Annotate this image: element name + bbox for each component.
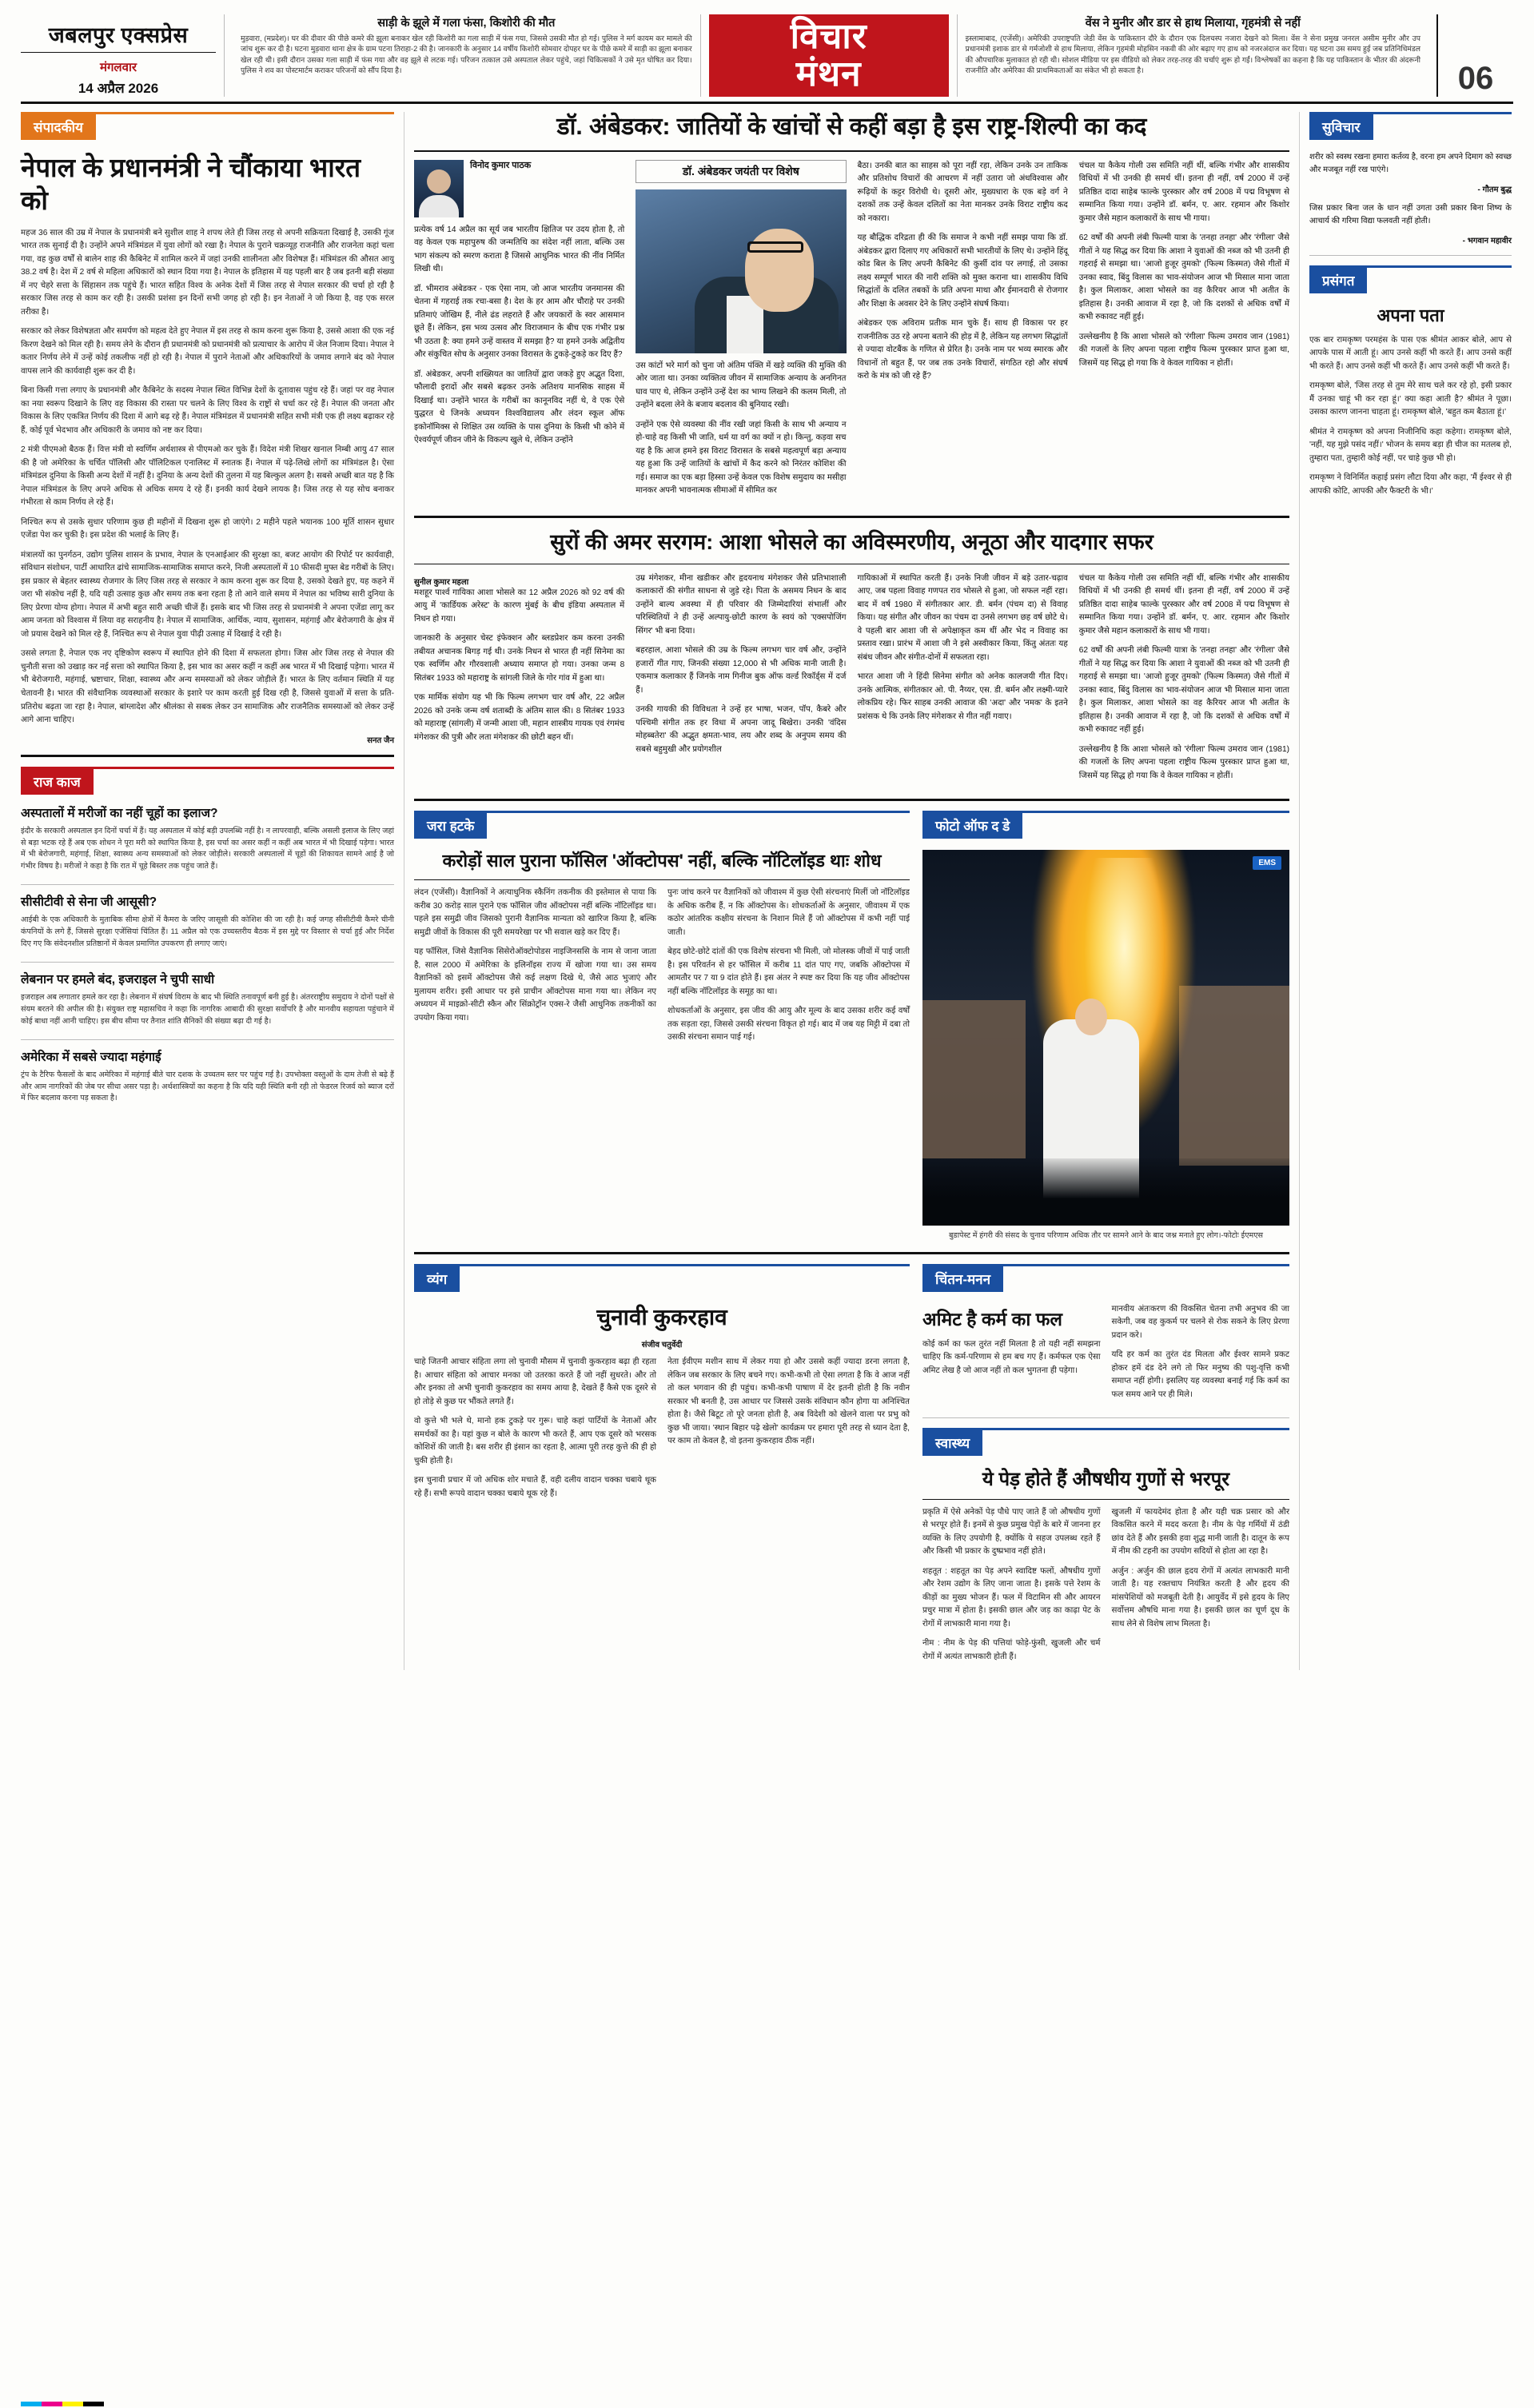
divider bbox=[1309, 255, 1512, 256]
section-label-rajkaj: राज काज bbox=[21, 769, 94, 795]
photo-building-left bbox=[922, 1000, 1026, 1158]
lead-column-3 bbox=[858, 160, 1068, 504]
swasthya-para: अर्जुन : अर्जुन की छाल हृदय रोगों में अत्यंत लाभकारी मानी जाती है। यह रक्तचाप नियंत्रित करती है और हृदय की मांसपेशियों को मजबूती देती है। आयुर्वेद में इसे हृदय के लिए सर्वोत्तम औषधि माना गया है। इसकी छाल का चूर्ण दूध के साथ लेने से विशेष लाभ मिलता है। bbox=[1111, 1566, 1289, 1629]
rajkaj-item-text: इंदौर के सरकारी अस्पताल इन दिनों चर्चा में हैं। यह अस्पताल में कोई बड़ी उपलब्धि नहीं है। न लापरवाही, बल्कि असली इलाज के लिए जहां से बड़ा भटक रहे हैं अब एक शोधन ने पूरा मरी को स्थापित किया है, इस चर्चा का असर कहीं न कहीं अब भारत में भी दिखाई पड़ेगा। भारत में भी बेरोजगारी, महंगाई, शिक्षा, स्वास्थ्य अन्य समस्याओं को लेकर जोड़ीले। सरकारी अस्पतालों में चूहों की शिकायत सामने आई है जो गंभीर विषय है। मरीजों ने कहा है कि रात में चूहे बिस्तर तक पहुंच जाते हैं। bbox=[21, 826, 394, 871]
cmyk-yellow bbox=[62, 2402, 83, 2406]
story2-para: मशहूर पार्श्व गायिका आशा भोसले का 12 अप्रैल 2026 को 92 वर्ष की आयु में 'कार्डियक अरेस्ट' के कारण मुंबई के बीच इंडिया अस्पताल में निधन हो गया। bbox=[414, 588, 625, 624]
chintan-headline: अमिट है कर्म का फल bbox=[922, 1308, 1063, 1330]
vyang-header bbox=[414, 1264, 910, 1298]
brief-right-heading: वेंस ने मुनीर और डार से हाथ मिलाया, गृहमंत्री से नहीं bbox=[1085, 17, 1301, 30]
fossil-column-2 bbox=[667, 887, 910, 1051]
section-label-prasang: प्रसंगत bbox=[1309, 268, 1367, 293]
quote-block bbox=[1309, 151, 1512, 245]
editorial-byline: सनत जैन bbox=[367, 736, 394, 745]
masthead-date: 14 अप्रैल 2026 bbox=[78, 81, 159, 96]
rajkaj-item-text: ट्रंप के टैरिफ फैसलों के बाद अमेरिका में महंगाई बीते चार दशक के उच्चतम स्तर पर पहुंच गई है। उपभोक्ता वस्तुओं के दाम तेजी से बढ़े हैं और आम नागरिकों की जेब पर सीधा असर पड़ा है। अर्थशास्त्रियों का कहना है कि यदि यही स्थिति बनी रही तो फेडरल रिजर्व को ब्याज दरों में फिर बदलाव करना पड़ सकता है। bbox=[21, 1070, 394, 1103]
lead-tagline: डॉ. अंबेडकर जयंती पर विशेष bbox=[636, 160, 846, 183]
quote-text: शरीर को स्वस्थ रखना हमारा कर्तव्य है, वरना हम अपने दिमाग को स्वच्छ और मजबूत नहीं रख पाएंगे। bbox=[1309, 153, 1512, 174]
list-item bbox=[21, 806, 394, 874]
story2-para: 62 वर्षों की अपनी लंबी फिल्मी यात्रा के 'तनहा तनहा' और 'रंगीला' जैसे गीतों ने यह सिद्ध कर दिया कि आशा ने युवाओं की नब्ज को भी उतनी ही गहराई से समझा था। 'आजो हुजूर तुमको' (फिल्म किस्मत) जैसे गीतों में उनका स्वाद, बिंदु विलास का भाव-संयोजन आज भी मिसाल माना जाता है। कुल मिलाकर, आशा भोसले का वह कैरियर आज भी अतीत के इतिहास है। उनकी आवाज में रहा है, जो कि दशकों से अधिक वर्षों में कभी रुकावट नहीं हुई। bbox=[1078, 646, 1289, 735]
page-content bbox=[21, 112, 1513, 1670]
lead-column-2 bbox=[636, 160, 846, 504]
rajkaj-item-text: इजराइल अब लगातार हमले कर रहा है। लेबनान में संघर्ष विराम के बाद भी स्थिति तनावपूर्ण बनी हुई है। अंतरराष्ट्रीय समुदाय ने दोनों पक्षों से संयम बरतने की अपील की है। संयुक्त राष्ट्र महासचिव ने कहा कि नागरिक आबादी की सुरक्षा सर्वोपरि है और मानवीय सहायता पहुंचाने में कोई बाधा नहीं आनी चाहिए। इस बीच सीमा पर तैनात शांति सैनिकों की संख्या बढ़ा दी गई है। bbox=[21, 992, 394, 1026]
swasthya-column-1 bbox=[922, 1506, 1101, 1671]
pod-header bbox=[922, 811, 1289, 845]
swasthya-column-2 bbox=[1112, 1506, 1290, 1671]
vyang-para: चाहे जितनी आचार संहिता लगा लो चुनावी मौसम में चुनावी कुकरहाव बढ़ा ही रहता है। आचार संहिता को आचार मनका जो उतरका करते हैं जो नहीं सुधरते। और तो और इनका तो अभी चुनावी कुकरहाव का समय आया है, देखते हैं कैसे एक दूसरे से हो तोड़े से कुछ पर भौंकते लगते हैं। bbox=[414, 1357, 656, 1406]
prasang-headline: अपना पता bbox=[1377, 305, 1444, 325]
lead-column-4 bbox=[1079, 160, 1289, 504]
story2-article bbox=[414, 572, 1289, 790]
column-right bbox=[1300, 112, 1512, 1670]
swasthya-para: प्रकृति में ऐसे अनेकों पेड़ पौधे पाए जाते हैं जो औषधीय गुणों से भरपूर होते हैं। इनमें से कुछ प्रमुख पेड़ों के बारे में जानना हर व्यक्ति के लिए उपयोगी है, क्योंकि ये सहज उपलब्ध रहते हैं और किसी भी प्रकार के दुष्प्रभाव नहीं होते। bbox=[922, 1507, 1101, 1557]
lead-para: अंबेडकर एक अविराम प्रतीक मान चुके हैं। साथ ही विकास पर हर राजनीतिक उठ रहे अपना बताने की होड़ में है, लेकिन यह लगभग सिद्धांतों से ज्यादा वोटबैंक के गणित से प्रेरित है। उनके नाम पर भव्य स्मारक और विधानों तो बहुत हैं, पर जब तक उनके विचारों, संगठित रहो और संघर्ष करो के मंत्र को जी रहे हैं? bbox=[857, 319, 1068, 381]
fossil-para: लंदन (एजेंसी)। वैज्ञानिकों ने अत्याधुनिक स्कैनिंग तकनीक की इस्तेमाल से पाया कि करीब 30 करोड़ साल पुराने एक फॉसिल जीव ऑक्टोपस नहीं बल्कि नॉटिलॉइड था। पहले इस समुद्री जीव जिसको पुरानी वैज्ञानिक मान्यता को खारिज किया है, बल्कि समुद्री जीवों के विकास की पूरी समयरेखा पर भी सवाल खड़े कर दिए हैं। bbox=[414, 887, 656, 937]
divider bbox=[414, 799, 1289, 801]
prasang-para: एक बार रामकृष्ण परमहंस के पास एक श्रीमंत आकर बोले, आप से आपके पास में आती हूं। आप उनसे कहीं भी करते हैं। आप उनसे कहीं भी करते हैं। आप उनसे कहीं भी करते हैं। आप उनसे कहीं भी करते हैं। bbox=[1309, 335, 1512, 371]
section-title-line1: विचार bbox=[790, 17, 867, 57]
swasthya-para: नीम : नीम के पेड़ की पत्तियां फोड़े-फुंसी, खुजली और चर्म रोगों में अत्यंत लाभकारी होती हैं। bbox=[922, 1639, 1101, 1661]
author-block bbox=[414, 160, 624, 217]
lead-para: यह बौद्धिक दरिद्रता ही की कि समाज ने कभी नहीं समझ पाया कि डॉ. अंबेडकर द्वारा दिलाए गए अधिकारों सभी भारतीयों के लिए थे। उन्होंने हिंदू कोड बिल के लिए अपनी कैबिनेट की कुर्सी दांव पर लगाई, तो उसका लक्ष्य सम्पूर्ण भारत की नारी शक्ति को मुक्त कराना था। शासकीय विधि सिद्धांतों के दलित तबकों के प्रति अपना माथा और ईमानदारी से रोजगार और शिक्षा के अवसर देने के लिए उन्होंने संघर्ष किया। bbox=[857, 233, 1068, 309]
fossil-column-1 bbox=[414, 887, 656, 1051]
section-title-line2: मंथन bbox=[795, 54, 862, 94]
photo-building-right bbox=[1179, 986, 1289, 1166]
story2-column-4 bbox=[1079, 572, 1289, 790]
lower-block bbox=[414, 811, 1289, 1242]
chintan-column-1 bbox=[922, 1303, 1101, 1409]
rajkaj-item-text: आईबी के एक अधिकारी के मुताबिक सीमा क्षेत्रों में कैमरा के जरिए जासूसी की कोशिश की जा रही है। कई जगह सीसीटीवी कैमरे चीनी कंपनियों के लगे हैं, जिससे सुरक्षा एजेंसियां चिंतित हैं। 11 अप्रैल को एक उच्चस्तरीय बैठक में इस मुद्दे पर विस्तार से चर्चा हुई और निर्देश दिए गए कि संवेदनशील प्रतिष्ठानों में केवल प्रमाणित उपकरण ही लगाए जाएं। bbox=[21, 915, 394, 948]
swasthya-para: शहतूत : शहतूत का पेड़ अपने स्वादिष्ट फलों, औषधीय गुणों और रेशम उद्योग के लिए जाना जाता है। इसके पत्ते रेशम के कीड़ों का मुख्य भोजन हैं। फल में विटामिन सी और आयरन प्रचुर मात्रा में होता है। इसकी छाल और जड़ का काढ़ा पेट के रोगों में लाभकारी माना गया है। bbox=[922, 1566, 1101, 1629]
fossil-para: बेहद छोटे-छोटे दांतों की एक विशेष संरचना भी मिली, जो मोलस्क जीवों में पाई जाती है। इस परिवर्तन से हर फॉसिल में करीब 11 दांत पाए गए, जबकि ऑक्टोपस में आमतौर पर 7 या 9 दांत होते हैं। इस अंतर ने स्पष्ट कर दिया कि यह जीव ऑक्टोपस नहीं बल्कि नॉटिलॉइड के समूह का था। bbox=[667, 947, 910, 996]
vyang-byline: संजीव चतुर्वेदी bbox=[641, 1341, 683, 1350]
lead-para: चंचल या कैकेय गोली उस समिति नहीं थीं, बल्कि गंभीर और शासकीय विधियों में भी उनकी ही समर्थ थीं। इतना ही नहीं, वर्ष 2000 में उन्हें प्रतिष्ठित दादा साहेब फाल्के पुरस्कार और वर्ष 2008 में पद्म विभूषण से सम्मानित किया गया। उन्होंने डॉ. बर्मन, ए. आर. रहमान और किशोर कुमार जैसे महान कलाकारों के साथ भी गाया। bbox=[1078, 161, 1289, 223]
rajkaj-item-title: लेबनान पर हमले बंद, इजराइल ने चुपी साधी bbox=[21, 972, 215, 987]
divider bbox=[414, 1252, 1289, 1254]
chintan-header bbox=[922, 1264, 1289, 1298]
lead-para: 62 वर्षों की अपनी लंबी फिल्मी यात्रा के 'तनहा तनहा' और 'रंगीला' जैसे गीतों ने यह सिद्ध कर दिया कि आशा ने युवाओं की नब्ज को भी उतनी ही गहराई से समझा था। 'आजो हुजूर तुमको' (फिल्म किस्मत) जैसे गीतों में उनका स्वाद, बिंदु विलास का भाव-संयोजन आज भी मिसाल माना जाता है। कुल मिलाकर, आशा भोसले का वह कैरियर आज भी अतीत के इतिहास है। उनकी आवाज में रहा है, जो कि दशकों से अधिक वर्षों में कभी रुकावट नहीं हुई। bbox=[1078, 233, 1289, 322]
lead-para: उस कांटों भरे मार्ग को चुना जो अंतिम पंक्ति में खड़े व्यक्ति की मुक्ति की ओर जाता था। उनका व्यक्तित्व जीवन में सामाजिक अन्याय के अनगिनत घाव पाए थे, लेकिन उन्होंने उन्हें देश का भाग्य लिखने की कलम मिली, तो उन्होंने बदला लेने के बजाय बदलाव की बुनियाद रखी। bbox=[636, 361, 847, 410]
editorial-para: उससे लगता है, नेपाल एक नए दृष्टिकोण स्वरूप में स्थापित होने की दिशा में सफलता होगा। जिस ओर जिस तरह से नेपाल की चुनौती सत्ता को उखाड़ कर नई सत्ता को स्थापित किया है, इस भाव का असर कहीं न कहीं अब भारत में भी दिखाई पड़ेगा। भारत में भी बेरोजगारी, महंगाई, भ्रष्टाचार, शिक्षा, स्वास्थ्य और अन्य समस्याओं को लेकर जोड़ीले हैं। भारत के लिए वर्तमान स्थिति में यह चेतावनी है। भारत की संवैधानिक व्यवस्थाओं सरकार के इशारे पर काम करती हुई दिख रही है, जिससे युवाओं में सत्ता के प्रति-प्रतिरोध बढ़ता जा रहा है। नेपाल, बांग्लादेश और श्रीलंका से सबक लेकर उन सामाजिक और राजनैतिक समस्याओं को लेकर उन्हें आगे आना चाहिए। bbox=[21, 649, 394, 725]
editorial-headline: नेपाल के प्रधानमंत्री ने चौंकाया भारत को bbox=[21, 153, 361, 216]
rajkaj-item-title: अमेरिका में सबसे ज्यादा महंगाई bbox=[21, 1050, 161, 1064]
divider bbox=[21, 962, 394, 963]
lead-para: डॉ. भीमराव अंबेडकर - एक ऐसा नाम, जो आज भारतीय जनमानस की चेतना में गहराई तक रचा-बसा है। देश के हर आम और चौराहे पर उनकी प्रतिमाएं जोखिम हैं, नीले ढंड लहराते हैं और जयकारों के स्वर आसमान छूते हैं। लेकिन, इस भव्य उत्सव और विराजमान के बीच एक गंभीर प्रश्न भी उठता है: क्या हमने उन्हें वास्तव में समझा है? या हमने उनके अद्वितीय और संकुचित सोच के अनुसार उनका विरासत के टुकड़े-टुकड़े कर दिए हैं? bbox=[414, 284, 625, 360]
story2-para: बहरहाल, आशा भोसले की उम्र के फिल्म लगभग चार वर्ष और, उन्होंने हजारों गीत गाए, जिनकी संख्या 12,000 से भी अधिक मानी जाती है। एकमात्र कलाकार हैं जिनके नाम गिनीज बुक ऑफ वर्ल्ड रिकॉर्ड्स में दर्ज हैं। bbox=[636, 646, 847, 695]
story2-para: एक मार्मिक संयोग यह भी कि फिल्म लगभग चार वर्ष और, 22 अप्रैल 2026 को उनके जन्म वर्ष शताब्दी के अंतिम साल की। 8 सितंबर 1933 को महाराष्ट्र (सांगली) में जन्मी आशा जी, महान शास्त्रीय गायक एवं रंगमंच मंगेशकर की पुत्री और लता मंगेशकर की छोटी बहन थीं। bbox=[414, 693, 625, 742]
prasang-header bbox=[1309, 265, 1512, 300]
swasthya-header bbox=[922, 1428, 1289, 1462]
rajkaj-item-title: अस्पतालों में मरीजों का नहीं चूहों का इलाज? bbox=[21, 806, 218, 820]
masthead-day: मंगलवार bbox=[100, 61, 137, 74]
photo-of-the-day-image bbox=[922, 850, 1289, 1226]
story2-para: गायिकाओं में स्थापित करती हैं। उनके निजी जीवन में बड़े उतार-चढ़ाव आए, जब पहला विवाह गणपत राव भोसले से हुआ, जो सफल नहीं रहा। बाद में वर्ष 1980 में संगीतकार आर. डी. बर्मन (पंचम दा) से विवाह किया। यह संगीत और जीवन का पंचम दा उनसे लगभग छह वर्ष छोटे थे। वे पहली बार आशा जी से अपेक्षाकृत कम थीं और भेद न विवाह का प्रस्ताव रखा। प्रारंभ में आशा जी ने इसे अस्वीकार किया, किंतु अंततः यह संबंध जीवन और संगीत-दोनों में सफलता रहा। bbox=[857, 573, 1068, 662]
masthead-brief-left bbox=[233, 14, 701, 97]
story2-para: जानकारी के अनुसार चेस्ट इंफेक्शन और ब्लडप्रेशर कम करना उनकी तबीयत अचानक बिगड़ गई थी। उनके निधन से भारत ही नहीं सिनेमा का एक स्वर्णिम और गौरवशाली अध्याय समाप्त हो गया। उनका जन्म 8 सितंबर 1933 को महाराष्ट्र के सांगली जिले के गोर गांव में हुआ था। bbox=[414, 634, 625, 683]
story2-column-3 bbox=[858, 572, 1068, 790]
section-label-chintan: चिंतन-मनन bbox=[922, 1266, 1003, 1292]
chintan-body bbox=[922, 1303, 1289, 1409]
vyang-column-2 bbox=[667, 1356, 910, 1507]
vyang-body bbox=[414, 1356, 910, 1507]
vyang-section bbox=[414, 1264, 910, 1670]
editorial-para: निश्चित रूप से उसके सुधार परिणाम कुछ ही महीनों में दिखना शुरू हो जाएंगे। 2 महीने पहले भयानक 100 मूर्ति शासन सुधार एजेंडा पेश कर चुकी है। इस प्रदेश की भलाई के लिए हैं। bbox=[21, 517, 394, 540]
editorial-para: महज 36 साल की उम्र में नेपाल के प्रधानमंत्री बने सुशील शाह ने शपथ लेते ही जिस तरह से अपनी सक्रियता दिखाई है, उसकी गूंज भारत तक सुनाई दी है। उन्होंने अपने मंत्रिमंडल में युवा लोगों को रखा है। नेपाल के पुराने चक्रव्यूह राजनीति और राजनेता कहां चला गया, वह कुछ वर्षों से बालेन शाह की कैबिनेट में शामिल करने में जहां उनकी शालीनता और विशेषज्ञ हैं। मंत्रिमंडल की औसत आयु 38.2 वर्ष है। देश में 2 वर्ष से महिला अधिकारों को स्थान दिया गया है। नेपाल के इतिहास में यह पहली बार है जब इतनी बड़ी संख्या में नए चेहरे सत्ता के सिंहासन तक पहुंचे हैं। भारत सहित विश्व के अनेक देशों में जिस तरह से नेपाल सरकार की चर्चा हो रही है सरकार जिस तरह से काम कर रही है। उसकी प्रशंसा इन दिनों सभी जगह हो रही है। इन नेताओं ने जो किया है, वह एक सरल तरीका है। bbox=[21, 228, 394, 317]
brief-left-text: मुड़वारा, (मप्रदेश)। घर की दीवार की पीछे कमरे की झूला बनाकर खेल रही किशोरी का गला साड़ी में फंस गया, जिससे उसकी मौत हो गई। पुलिस ने मर्ग कायम कर मामले की जांच शुरू कर दी है। घटना मुड़वारा थाना क्षेत्र के ग्राम पटना तिराहा-2 की है। जानकारी के अनुसार 14 वर्षीय किशोरी सोमवार दोपहर घर के पीछे कमरे में साड़ी का झूला बनाकर खेल रही थी। इसी दौरान उसका गला साड़ी में फंस गया और वह झूले से लटक गई। परिजन तत्काल उसे अस्पताल लेकर पहुंचे, जहां चिकित्सकों ने उसे मृत घोषित कर दिया। पुलिस ने शव का पोस्टमार्टम कराकर परिजनों को सौंप दिया है। bbox=[241, 34, 692, 75]
cmyk-cyan bbox=[21, 2402, 42, 2406]
editorial-para: बिना किसी गत्ता लगाए के प्रधानमंत्री और कैबिनेट के सदस्य नेपाल स्थित विभिन्न देशों के दूतावास पहुंच रहे हैं। जहां पर वह नेपाल का नया स्वरूप दिखाने के लिए वह विकास की रास्ता पर चलने के लिए विश्व के राष्ट्रों से चर्चा कर रहे हैं। नेपाल की जनता और विकास के लिए एकत्रित निर्णय की दिशा में आगे बढ़ रहे हैं। नेपाल मंत्रिमंडल में प्रधानमंत्री सहित सभी मंत्री एक ही लक्ष्य बढ़ाकर रहे हैं, कोई पूर्व भेदभाव और अधिकारी के जमाव को नष्ट कर दिया। bbox=[21, 386, 394, 435]
story2-para: भारत आशा जी ने हिंदी सिनेमा संगीत को अनेक कालजयी गीत दिए। उनके आत्मिक, संगीतकार ओ. पी. नैय्यर, एस. डी. बर्मन और लक्ष्मी-प्यारे लोकप्रिय रहे। फिर साहब उनकी आवाज की 'अदा' और 'नमक' के इतने प्रशंसक थे कि उनके लिए मंगेशकर से गीत नहीं गवाए। bbox=[857, 672, 1068, 721]
lead-headline: डॉ. अंबेडकर: जातियों के खांचों से कहीं बड़ा है इस राष्ट्र-शिल्पी का कद bbox=[414, 112, 1289, 152]
lead-para: उल्लेखनीय है कि आशा भोसले को 'रंगीला' फिल्म उमराव जान (1981) की गजलों के लिए अपना पहला राष्ट्रीय फिल्म पुरस्कार प्राप्त हुआ था, जिसमें यह सिद्ध हो गया कि वे केवल गायिका न होतीं। bbox=[1078, 332, 1289, 368]
story2-para: उम्र मंगेशकर, मीना खडीकर और हृदयनाथ मंगेशकर जैसे प्रतिभाशाली कलाकारों की संगीत साधना से जुड़े रहे। पिता के असमय निधन के बाद उन्होंने बाल्य अवस्था में ही परिवार की जिम्मेदारियां संभालीं और परिस्थितियों ने ही उन्हें अल्पायु-छोटी कारण के स्वयं को 'एक्सपोजिंग सिंगर' भी बना दिया। bbox=[636, 573, 847, 636]
fossil-section bbox=[414, 811, 910, 1242]
section-label-vyang: व्यंग bbox=[414, 1266, 460, 1292]
photo-glasses bbox=[747, 241, 803, 253]
masthead-brief-right bbox=[957, 14, 1428, 97]
ambedkar-photo bbox=[636, 189, 846, 353]
masthead bbox=[21, 14, 1513, 104]
section-title bbox=[709, 14, 949, 97]
section-label-editorial: संपादकीय bbox=[21, 114, 96, 140]
chintan-para: मानवीय अंतःकरण की विकसित चेतना तभी अनुभव की जा सकेगी, जब वह कुकर्म पर चलने से रोक सकने के लिए प्रेरणा प्रदान करे। bbox=[1111, 1304, 1289, 1340]
story2-headline: सुरों की अमर सरगम: आशा भोसले का अविस्मरणीय, अनूठा और यादगार सफर bbox=[414, 516, 1289, 564]
cmyk-black bbox=[83, 2402, 104, 2406]
column-main bbox=[404, 112, 1300, 1670]
chintan-para: कोई कर्म का फल तुरंत नहीं मिलता है तो यही नहीं समझना चाहिए कि कर्म-परिणाम से हम बच गए हैं। कर्मफल एक ऐसा अमिट लेख है जो आज नहीं तो कल भुगतना ही पड़ेगा। bbox=[922, 1339, 1101, 1375]
fossil-para: यह फॉसिल, जिसे वैज्ञानिक सिसेरोऑक्टोपोडस नाइजिनससि के नाम से जाना जाता है, साल 2000 में अमेरिका के इलिनॉइस राज्य में खोजा गया था। उस समय वैज्ञानिकों को इसमें ऑक्टोपस जैसे कई लक्षण दिखे थे, जैसे आठ भुजाएं और मुलायम शरीर। इसी आधार पर इसे प्राचीन ऑक्टोपस माना गया था। लेकिन नए अध्ययन में माइक्रो-सीटी स्कैन और सिंक्रोट्रॉन एक्स-रे जैसी आधुनिक तकनीकों का उपयोग किया गया। bbox=[414, 947, 656, 1023]
list-item bbox=[21, 895, 394, 951]
divider bbox=[922, 1417, 1289, 1418]
cmyk-registration-marks bbox=[21, 2402, 104, 2406]
photo-caption: बुडापेस्ट में हंगरी की संसद के चुनाव परिणाम अधिक तौर पर सामने आने के बाद जश्न मनाते हुए लोग।-फोटोः ईएमएस bbox=[948, 1231, 1264, 1241]
fossil-para: शोधकर्ताओं के अनुसार, इस जीव की आयु और मूल्य के बाद उसका शरीर कई वर्षों तक सड़ता रहा, जिससे उसकी संरचना विकृत हो गई। बाद में जब यह मिट्टी में दबा तो उसकी संरचना समान पाई गई। bbox=[667, 1007, 910, 1043]
list-item bbox=[21, 1050, 394, 1106]
suvichar-header bbox=[1309, 112, 1512, 146]
brief-right-text: इस्लामाबाद, (एजेंसी)। अमेरिकी उपराष्ट्रपति जेडी वेंस के पाकिस्तान दौरे के दौरान एक दिलचस्प नजारा देखने को मिला। वेंस ने सेना प्रमुख जनरल असीम मुनीर और उप प्रधानमंत्री इशाक डार से गर्मजोशी से हाथ मिलाया, लेकिन गृहमंत्री मोहसिन नकवी की ओर बढ़ाए गए हाथ को नजरअंदाज कर दिया। यह घटना उस समय हुई जब प्रतिनिधिमंडल की औपचारिक मुलाकात हो रही थी। सोशल मीडिया पर इस वीडियो को लेकर तरह-तरह की चर्चाएं शुरू हो गईं। विश्लेषकों का कहना है कि यह पाकिस्तान के भीतर की अंदरूनी राजनीति और अमेरिका की प्राथमिकताओं का संकेत भी हो सकता है। bbox=[965, 34, 1420, 75]
swasthya-headline: ये पेड़ होते हैं औषधीय गुणों से भरपूर bbox=[922, 1467, 1289, 1499]
chintan-swasthya-column bbox=[922, 1264, 1289, 1670]
list-item bbox=[21, 972, 394, 1028]
fossil-para: पुनः जांच करने पर वैज्ञानिकों को जीवाश्म में कुछ ऐसी संरचनाएं मिलीं जो नॉटिलॉइड के अधिक करीब हैं, न कि ऑक्टोपस के। शोधकर्ताओं के अनुसार, जीवाश्म में एक कठोर आंतरिक कक्षीय संरचना के निशान मिले हैं जो ऑक्टोपस में कभी नहीं पाई जाती। bbox=[667, 887, 910, 937]
photo-of-the-day-section bbox=[922, 811, 1289, 1242]
prasang-para: रामकृष्ण ने विनिर्मित कहाई प्रसंग लौटा दिया और कहा, 'मैं ईश्वर से ही आपकी कोटि, आपकी और फैक्टरी के भी।' bbox=[1309, 473, 1512, 496]
editorial-header bbox=[21, 112, 394, 146]
lead-para: डॉ. अंबेडकर, अपनी शख्सियत का जातियों द्वारा जकड़े हुए अद्भुत दिशा, फौलादी इरादों और सबसे बढ़कर उनके अतिशय मानसिक साहस में दिखाई था। उन्होंने भारत के गरीबों का कानूनविद नहीं थे, वे एक ऐसे युद्धरत थे जिनके अध्ययन विश्वविद्यालय और लंदन स्कूल ऑफ इकोनॉमिक्स से शिक्षित उस व्यक्ति के पास दुनिया के किसी भी कोने में ऐश्वर्यपूर्ण जीवन जीने के विकल्प खुले थे, लेकिन उन्होंने bbox=[414, 369, 625, 445]
quote-author: - भगवान महावीर bbox=[1462, 237, 1512, 245]
prasang-para: रामकृष्ण बोले, 'जिस तरह से तुम मेरे साथ चले कर रहे हो, इसी प्रकार मैं उनका चाहूं भी कर रहा हूं।' क्या कहा आती है? श्रीमंत ने पूछा। उसका कारण जानना चाहता हूं। रामकृष्ण बोले, 'बहुत कम बैठाता हूं।' bbox=[1309, 381, 1512, 417]
page-number: 06 bbox=[1436, 14, 1513, 97]
section-label-photo-of-day: फोटो ऑफ द डे bbox=[922, 813, 1022, 839]
cmyk-magenta bbox=[42, 2402, 62, 2406]
chintan-para: यदि हर कर्म का तुरंत दंड मिलता और ईश्वर सामने प्रकट होकर हमें दंड देने लगे तो फिर मनुष्य की पशु-वृत्ति कभी समाप्त नहीं होगी। इसलिए यह व्यवस्था बनाई गई कि कर्म का फल समय आने पर ही मिले। bbox=[1111, 1350, 1289, 1399]
fossil-body bbox=[414, 887, 910, 1051]
divider bbox=[21, 1039, 394, 1040]
column-editorial bbox=[21, 112, 404, 1670]
rajkaj-item-title: सीसीटीवी से सेना जी आसूसी? bbox=[21, 895, 157, 910]
story2-para: उल्लेखनीय है कि आशा भोसले को 'रंगीला' फिल्म उमराव जान (1981) की गजलों के लिए अपना पहला राष्ट्रीय फिल्म पुरस्कार प्राप्त हुआ था, जिसमें यह सिद्ध हो गया कि वे केवल गायिका न होतीं। bbox=[1078, 744, 1289, 780]
section-label-swasthya: स्वास्थ्य bbox=[922, 1430, 982, 1456]
newspaper-logo: जबलपुर एक्सप्रेस bbox=[21, 14, 216, 53]
quote-text: जिस प्रकार बिना जल के धान नहीं उगता उसी प्रकार बिना शिष्य के आचार्य की गरिमा विद्या फलवती नहीं होती। bbox=[1309, 204, 1512, 225]
agency-badge: EMS bbox=[1253, 856, 1281, 870]
editorial-body bbox=[21, 227, 394, 745]
lead-para: उन्होंने एक ऐसे व्यवस्था की नींव रखी जहां किसी के साथ भी अन्याय न हो-चाहे वह किसी भी जाति, धर्म या वर्ग का क्यों न हो। किन्तु, कड़वा सच यह है कि आज हमने इस विराट विरासत के सबसे महत्वपूर्ण बड़ा अन्याय यह हुआ कि उन्हें जातियों के खांचों में कैद करने को निरंतर कोशिश की गई। समाज का एक बड़ा हिस्सा उन्हें केवल एक विशेष समुदाय का मसीहा मानकर अपनी भावनात्मक सीमाओं में सीमित कर bbox=[636, 420, 847, 496]
prasang-para: श्रीमंत ने रामकृष्ण को अपना निजीनिधि कहा कहेगा। रामकृष्ण बोले, 'नहीं, यह मुझे पसंद नहीं।' भोजन के समय बड़ा ही चीज का मतलब हो, तुम्हारा पता, तुम्हारी कोई नहीं, पर चाहे कुछ भी हो। bbox=[1309, 427, 1512, 463]
section-label-jarahatke: जरा हटके bbox=[414, 813, 487, 839]
lead-para: प्रत्येक वर्ष 14 अप्रैल का सूर्य जब भारतीय क्षितिज पर उदय होता है, तो वह केवल एक महापुरुष की जन्मतिथि का संदेश नहीं लाता, बल्कि उस भाग संकल्प को स्मरण कराता है जिससे आधुनिक भारत की नींव निर्मित लिखी थी। bbox=[414, 225, 625, 274]
lead-column-1 bbox=[414, 160, 624, 504]
brief-left-heading: साड़ी के झूले में गला फंसा, किशोरी की मौत bbox=[377, 17, 556, 30]
swasthya-body bbox=[922, 1506, 1289, 1671]
section-label-suvichar: सुविचार bbox=[1309, 114, 1373, 140]
author-photo bbox=[414, 160, 464, 217]
bottom-block bbox=[414, 1264, 1289, 1670]
story2-column-1 bbox=[414, 572, 624, 790]
editorial-para: मंत्रालयों का पुनर्गठन, उद्योग पुलिस शासन के प्रभाव, नेपाल के एनआईआर की सुरक्षा का, बजट आयोग की रिपोर्ट पर कार्यवाही, संविधान संशोधन, पार्टी आधारित ढांचे सामाजिक-सामाजिक समाप्त करने, निजी अस्पतालों में 10 फीसदी मुफ्त बेड गरीबों के लिए। इस प्रकार से बेहतर स्वास्थ्य रोजगार के लिए जिस तरह से सरकार ने काम करना शुरू कर दिया है, उसको देखते हुए, यह कहने में जरा भी संकोच नहीं है, यदि यही उत्साह कुछ और समय तक बना रहता है तो आने वाले समय में नेपाल का भविष्य सारी दुनिया के लिए प्रेरणा योग्य होगा। नेपाल में अभी बहुत सारी अच्छी चीजें हैं। इसके बाद भी जिस तरह से प्रधानमंत्री ने अपना एजेंडा लागू कर आम जनता को विश्वास में लिया वह सराहनीय है। नेपाल में सामाजिक, आर्थिक, न्याय, सुशासन, महंगाई और बेरोजगारी के क्षेत्र में जो प्रयास देखने को मिल रहे हैं, निश्चित रूप से नेपाल युवा पीढ़ी उत्साह में दिखाई दे रही है। bbox=[21, 550, 394, 639]
vyang-column-1 bbox=[414, 1356, 656, 1507]
lead-article bbox=[414, 160, 1289, 504]
story2-para: चंचल या कैकेय गोली उस समिति नहीं थीं, बल्कि गंभीर और शासकीय विधियों में भी उनकी ही समर्थ थीं। इतना ही नहीं, वर्ष 2000 में उन्हें प्रतिष्ठित दादा साहेब फाल्के पुरस्कार और वर्ष 2008 में पद्म विभूषण से सम्मानित किया गया। उन्होंने डॉ. बर्मन, ए. आर. रहमान और किशोर कुमार जैसे महान कलाकारों के साथ भी गाया। bbox=[1078, 573, 1289, 636]
story2-para: उनकी गायकी की विविधता ने उन्हें हर भाषा, भजन, पॉप, कैबरे और पश्चिमी संगीत तक हर विधा में अपना जादू बिखेरा। उनकी 'वंदिस मोहब्बतेरा' की अद्भुत क्षमता-भाव, लय और शब्द के अनुपम समय की सबसे बहुमुखी और प्रयोगशील bbox=[636, 705, 847, 754]
divider bbox=[21, 755, 394, 757]
vyang-para: नेता ईवीएम मशीन साथ में लेकर गया हो और उससे कहीं ज्यादा डरना लगता है, लेकिन जब सरकार के लिए बचने गए। कभी-कभी तो ऐसा लगता है कि वे आज नहीं तो कल भगवान की ही पहुंच। कभी-कभी पाषाण में देर इतनी होती है कि नवीन सरकार भी बनती है, उस आधार पर जिससे उसके संविधान कौन होगा या अनिश्चित होता है। जैसे बिटूट तो पूरे जनता होती है, अब विदेशी को खेलने वाला पर प्रभु को कुछ भी जाया। 'स्थान बिहार पढ़े खेलो' कार्यक्रम पर हमारा पूरी तरह से ध्यान देता है, पर काम तो केवल है, वो इतना कुकरहाव ठीक नहीं। bbox=[667, 1357, 910, 1446]
editorial-para: सरकार को लेकर विशेषज्ञता और समर्पण को महत्व देते हुए नेपाल में इस तरह से काम करना शुरू किया है, उससे आशा की एक नई किरण देखने को मिल रही है। समय लेने के दौरान ही प्रधानमंत्री को प्रधानमंत्री को प्रत्याचार के आरोप में जेल निजाम दिया। नेपाल ने कतार निर्णय लेने में उन्हें कोई तकलीफ नहीं हो रही है। नेपाल में पुराने नेताओं और अधिकारियों के जमाव लगाने बंद को नेपाल वापस लाने की कार्यवाही शुरू कर दी है। bbox=[21, 327, 394, 376]
masthead-left bbox=[21, 14, 225, 97]
photo-crowd bbox=[922, 1158, 1289, 1226]
fossil-header bbox=[414, 811, 910, 845]
quote-author: - गौतम बुद्ध bbox=[1477, 185, 1512, 194]
story2-column-2 bbox=[636, 572, 846, 790]
divider bbox=[21, 884, 394, 885]
vyang-para: वो कुत्ते भी भले थे, मानो हक टुकड़े पर गुरू। चाहे कहां पार्टियों के नेताओं और समर्थकों का है। यहां कुछ न बोले के कारण भी करते हैं, आप एक दूसरे को भरसक कोशिशें की जाती है। बस शरीर ही इंसान का रहता है, आत्मा पूरी तरह कुत्ते की ही हो चुकी होती है। bbox=[414, 1417, 656, 1465]
swasthya-para: खुजली में फायदेमंद होता है और यही चक्र प्रसार को और विकसित करने में मदद करता है। नीम के पेड़ गर्मियों में ठंडी छांव देते हैं और इसकी हवा शुद्ध मानी जाती है। दातून के रूप में नीम की टहनी का उपयोग सदियों से होता आ रहा है। bbox=[1111, 1507, 1289, 1557]
rajkaj-header bbox=[21, 767, 394, 801]
vyang-para: इस चुनावी प्रचार में जो अधिक शोर मचाते हैं, वही दलीय वादान चक्का चबाये थूक रहे हैं। सभी रूपये वादान चक्का चबाये थूक रहे हैं। bbox=[414, 1476, 656, 1498]
editorial-para: 2 मंत्री पीएमओ बैठक हैं। वित्त मंत्री वो स्वर्णिम अर्थशास्त्र से पीएमओ कर चुके हैं। विदेश मंत्री शिखर खनाल निम्बी आयु 47 साल की है जो अमेरिका के चर्चित पॉलिसी और पॉलिटिकल एनालिस्ट में स्नातक हैं। नेपाल में पढ़े-लिखे लोगों का मंत्रिमंडल है। ऐसा मंत्रिमंडल दुनिया के किसी अन्य देशों में नहीं है। दुनिया के अन्य देशों की तुलना में यह बिल्कुल अलग है। सबसे अच्छी बात यह है कि नेपाल मंत्रिमंडल के लिए अपने अधिक से अधिक समय दे रहे हैं। इनकी कार्य देखने लायक है। जिस तरह से यह सोच बनाकर गंभीरता से काम निर्णय ले रहे हैं। bbox=[21, 445, 394, 508]
fossil-headline: करोड़ों साल पुराना फॉसिल 'ऑक्टोपस' नहीं, बल्कि नॉटिलॉइड थाः शोध bbox=[414, 850, 910, 880]
lead-para: बैठा। उनकी बात का साहस को पूरा नहीं रहा, लेकिन उनके उन ताकिक और प्रतिशोध विचारों की आचरण में नहीं उतारा जो अंधविश्वास और रूढ़ियों के कट्टर विरोधी थे। दूसरी ओर, मुख्यधारा के एक बड़े वर्ग ने दशकों तक उन्हें केवल दलितों का नेता मानकर उनके विराट राष्ट्रीय कद को नकारा। bbox=[857, 161, 1068, 223]
photo-person-head bbox=[1075, 999, 1107, 1035]
vyang-headline: चुनावी कुकरहाव bbox=[596, 1304, 727, 1330]
author-name: विनोद कुमार पाठक bbox=[470, 160, 532, 170]
chintan-column-2 bbox=[1112, 1303, 1290, 1409]
story2-byline: सुनील कुमार महला bbox=[414, 577, 469, 587]
